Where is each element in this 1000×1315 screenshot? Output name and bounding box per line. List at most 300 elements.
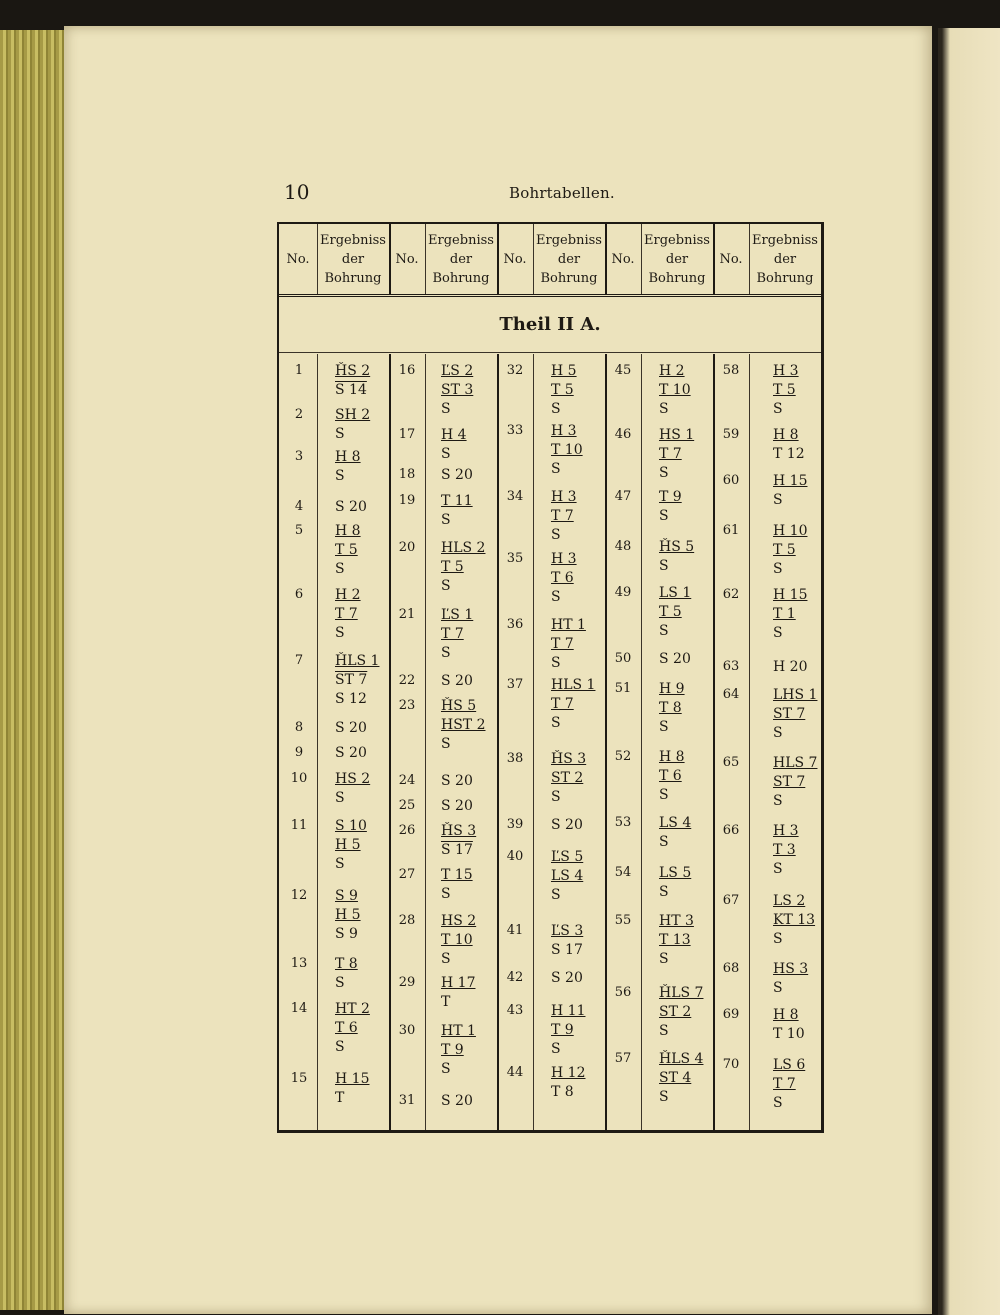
result-line: S bbox=[659, 465, 669, 481]
result-line: S 20 bbox=[441, 673, 473, 689]
entry-result bbox=[551, 550, 577, 607]
entry-number: 23 bbox=[398, 698, 416, 713]
entry-number: 68 bbox=[722, 961, 740, 976]
entry-result bbox=[773, 754, 817, 811]
result-line: H 2 bbox=[659, 363, 685, 379]
result-line: ȞS 3 bbox=[441, 823, 477, 839]
result-line: S bbox=[659, 623, 669, 639]
result-line: LS 1 bbox=[659, 585, 692, 601]
entry-result bbox=[551, 362, 577, 419]
entry-number: 56 bbox=[614, 985, 632, 1000]
result-line: H 12 bbox=[551, 1065, 586, 1081]
result-line: ST 4 bbox=[659, 1070, 692, 1086]
result-line: T 7 bbox=[773, 1076, 796, 1092]
result-line: H 9 bbox=[659, 681, 685, 697]
header-no-1: No. bbox=[286, 251, 310, 267]
entry-number: 7 bbox=[294, 653, 304, 668]
result-line: H 2 bbox=[335, 587, 361, 603]
table-body bbox=[279, 354, 821, 1130]
result-line: S bbox=[659, 884, 669, 900]
result-line: ST 2 bbox=[551, 770, 584, 786]
entry-result bbox=[335, 719, 367, 738]
entry-result bbox=[659, 426, 694, 483]
result-line: HS 3 bbox=[773, 961, 809, 977]
result-line: S 14 bbox=[335, 382, 367, 398]
result-line: T 9 bbox=[659, 489, 682, 505]
entry-number: 55 bbox=[614, 913, 632, 928]
entry-result bbox=[441, 974, 475, 1012]
result-line: ĽS 2 bbox=[441, 363, 474, 379]
result-line: S bbox=[773, 793, 783, 809]
result-line: S bbox=[773, 625, 783, 641]
header-no-2: No. bbox=[395, 251, 419, 267]
header-no-3: No. bbox=[503, 251, 527, 267]
result-line: T bbox=[335, 1090, 345, 1106]
result-line: S 20 bbox=[659, 651, 691, 667]
result-line: ȞS 5 bbox=[441, 698, 477, 714]
result-line: T 1 bbox=[773, 606, 796, 622]
result-line: H 4 bbox=[441, 427, 467, 443]
entry-result bbox=[335, 406, 370, 444]
result-line: ȞS 5 bbox=[659, 539, 695, 555]
result-line: S 9 bbox=[335, 888, 358, 904]
header-result-1: Ergebniss der Bohrung bbox=[320, 232, 386, 286]
header-no-4: No. bbox=[611, 251, 635, 267]
result-line: T 10 bbox=[659, 382, 691, 398]
entry-result bbox=[441, 466, 473, 485]
entry-result bbox=[441, 697, 486, 754]
result-line: T 7 bbox=[441, 626, 464, 642]
entry-result bbox=[659, 650, 691, 669]
result-line: LS 6 bbox=[773, 1057, 806, 1073]
result-line: S bbox=[551, 715, 561, 731]
entry-number: 58 bbox=[722, 363, 740, 378]
result-line: S bbox=[441, 1061, 451, 1077]
result-line: T 10 bbox=[773, 1026, 805, 1042]
result-line: S bbox=[659, 508, 669, 524]
entry-result bbox=[659, 538, 694, 576]
result-line: ȞLS 7 bbox=[659, 985, 704, 1001]
entry-number: 32 bbox=[506, 363, 524, 378]
entry-number: 33 bbox=[506, 423, 524, 438]
result-line: S bbox=[551, 1041, 561, 1057]
entry-result bbox=[659, 1050, 703, 1107]
entry-result bbox=[441, 606, 473, 663]
result-line: HLS 2 bbox=[441, 540, 486, 556]
entry-result bbox=[773, 686, 817, 743]
result-line: T 7 bbox=[335, 606, 358, 622]
result-line: HLS 7 bbox=[773, 755, 818, 771]
entry-result bbox=[551, 422, 583, 479]
entry-number: 52 bbox=[614, 749, 632, 764]
entry-result bbox=[551, 1064, 585, 1102]
result-line: ȞS 2 bbox=[335, 363, 371, 379]
result-line: T 8 bbox=[659, 700, 682, 716]
result-line: ST 7 bbox=[335, 672, 368, 688]
result-line: T 7 bbox=[659, 446, 682, 462]
entry-number: 8 bbox=[294, 720, 304, 735]
entry-number: 4 bbox=[294, 499, 304, 514]
result-line: T 8 bbox=[335, 956, 358, 972]
entry-number: 18 bbox=[398, 467, 416, 482]
result-line: HT 1 bbox=[551, 617, 586, 633]
result-line: T 9 bbox=[441, 1042, 464, 1058]
result-line: T 11 bbox=[441, 493, 473, 509]
result-line: T 5 bbox=[773, 542, 796, 558]
entry-result bbox=[441, 1022, 476, 1079]
entry-number: 22 bbox=[398, 673, 416, 688]
result-line: S 20 bbox=[441, 1093, 473, 1109]
result-line: S 20 bbox=[335, 745, 367, 761]
entry-number: 29 bbox=[398, 975, 416, 990]
result-line: H 5 bbox=[551, 363, 577, 379]
entry-result bbox=[441, 772, 473, 791]
result-line: S 12 bbox=[335, 691, 367, 707]
result-line: ĽS 5 bbox=[551, 849, 584, 865]
result-line: H 8 bbox=[335, 523, 361, 539]
result-line: ȞLS 4 bbox=[659, 1051, 704, 1067]
entry-result bbox=[659, 912, 694, 969]
result-line: S bbox=[659, 401, 669, 417]
result-line: S bbox=[335, 426, 345, 442]
result-line: ȞLS 1 bbox=[335, 653, 380, 669]
result-line: S bbox=[441, 886, 451, 902]
entry-number: 21 bbox=[398, 607, 416, 622]
result-line: H 3 bbox=[773, 823, 799, 839]
result-line: H 10 bbox=[773, 523, 808, 539]
entry-number: 5 bbox=[294, 523, 304, 538]
result-line: S bbox=[659, 951, 669, 967]
result-line: S bbox=[441, 512, 451, 528]
result-line: S bbox=[659, 719, 669, 735]
result-line: SH 2 bbox=[335, 407, 371, 423]
result-line: HT 3 bbox=[659, 913, 694, 929]
entry-number: 28 bbox=[398, 913, 416, 928]
entry-result bbox=[773, 960, 808, 998]
entry-result bbox=[773, 1006, 805, 1044]
entry-number: 43 bbox=[506, 1003, 524, 1018]
result-line: S bbox=[441, 736, 451, 752]
header-result-5: Ergebniss der Bohrung bbox=[752, 232, 818, 286]
result-line: S bbox=[551, 887, 561, 903]
entry-number: 37 bbox=[506, 677, 524, 692]
result-line: S bbox=[441, 645, 451, 661]
entry-number: 65 bbox=[722, 755, 740, 770]
result-line: S bbox=[659, 1089, 669, 1105]
entry-result bbox=[335, 744, 367, 763]
header-result-3: Ergebniss der Bohrung bbox=[536, 232, 602, 286]
result-line: S 20 bbox=[335, 720, 367, 736]
header-result-2: Ergebniss der Bohrung bbox=[428, 232, 494, 286]
entry-number: 20 bbox=[398, 540, 416, 555]
result-line: T 12 bbox=[773, 446, 805, 462]
result-line: H 3 bbox=[551, 489, 577, 505]
result-line: T 13 bbox=[659, 932, 691, 948]
entry-number: 27 bbox=[398, 867, 416, 882]
entry-number: 36 bbox=[506, 617, 524, 632]
result-line: S 20 bbox=[335, 499, 367, 515]
header-result-4: Ergebniss der Bohrung bbox=[644, 232, 710, 286]
facing-page bbox=[938, 28, 1000, 1315]
result-line: H 15 bbox=[773, 473, 808, 489]
entry-result bbox=[773, 822, 799, 879]
result-line: ȞS 3 bbox=[551, 751, 587, 767]
result-line: T 7 bbox=[551, 696, 574, 712]
result-line: S bbox=[773, 980, 783, 996]
entry-result bbox=[335, 586, 361, 643]
entry-result bbox=[659, 748, 685, 805]
entry-result bbox=[773, 892, 815, 949]
result-line: H 11 bbox=[551, 1003, 586, 1019]
entry-number: 3 bbox=[294, 449, 304, 464]
part-title: Theil II A. bbox=[499, 314, 601, 335]
entry-result bbox=[335, 817, 367, 874]
result-line: H 8 bbox=[335, 449, 361, 465]
result-line: T 6 bbox=[551, 570, 574, 586]
result-line: S 20 bbox=[551, 970, 583, 986]
result-line: ST 7 bbox=[773, 774, 806, 790]
result-line: S bbox=[773, 1095, 783, 1111]
entry-number: 59 bbox=[722, 427, 740, 442]
result-line: S bbox=[551, 401, 561, 417]
result-line: T 9 bbox=[551, 1022, 574, 1038]
result-line: T 5 bbox=[659, 604, 682, 620]
entry-result bbox=[773, 426, 805, 464]
entry-result bbox=[551, 488, 577, 545]
result-line: S bbox=[773, 561, 783, 577]
entry-result bbox=[773, 658, 807, 677]
result-line: S bbox=[551, 589, 561, 605]
result-line: ST 7 bbox=[773, 706, 806, 722]
entry-number: 62 bbox=[722, 587, 740, 602]
result-line: S bbox=[773, 401, 783, 417]
entry-number: 6 bbox=[294, 587, 304, 602]
result-line: HS 1 bbox=[659, 427, 695, 443]
result-line: H 8 bbox=[659, 749, 685, 765]
result-line: H 20 bbox=[773, 659, 808, 675]
result-line: HS 2 bbox=[335, 771, 371, 787]
entry-result bbox=[335, 770, 370, 808]
entry-result bbox=[335, 522, 361, 579]
boring-table bbox=[277, 222, 824, 1133]
entry-number: 44 bbox=[506, 1065, 524, 1080]
entry-number: 11 bbox=[290, 818, 308, 833]
result-line: S bbox=[773, 725, 783, 741]
entry-number: 40 bbox=[506, 849, 524, 864]
entry-result bbox=[441, 426, 467, 464]
page-number: 10 bbox=[284, 180, 310, 204]
result-line: S bbox=[441, 951, 451, 967]
entry-result bbox=[659, 362, 691, 419]
entry-number: 9 bbox=[294, 745, 304, 760]
entry-result bbox=[551, 616, 586, 673]
result-line: S 17 bbox=[441, 842, 473, 858]
result-line: S bbox=[551, 527, 561, 543]
result-line: S bbox=[773, 492, 783, 508]
result-line: S bbox=[441, 578, 451, 594]
result-line: ST 3 bbox=[441, 382, 474, 398]
entry-number: 45 bbox=[614, 363, 632, 378]
result-line: KT 13 bbox=[773, 912, 816, 928]
table-header bbox=[279, 224, 821, 297]
entry-result bbox=[659, 984, 703, 1041]
entry-result bbox=[335, 362, 370, 400]
entry-number: 34 bbox=[506, 489, 524, 504]
entry-number: 51 bbox=[614, 681, 632, 696]
entry-number: 2 bbox=[294, 407, 304, 422]
entry-result bbox=[441, 822, 476, 860]
result-line: S bbox=[659, 558, 669, 574]
result-line: H 8 bbox=[773, 1007, 799, 1023]
result-line: S 20 bbox=[551, 817, 583, 833]
entry-result bbox=[551, 676, 595, 733]
result-line: HS 2 bbox=[441, 913, 477, 929]
entry-number: 41 bbox=[506, 923, 524, 938]
result-line: T 6 bbox=[659, 768, 682, 784]
entry-result bbox=[773, 586, 807, 643]
result-line: S 20 bbox=[441, 467, 473, 483]
result-line: S 17 bbox=[551, 942, 583, 958]
result-line: S bbox=[335, 468, 345, 484]
result-line: HT 1 bbox=[441, 1023, 476, 1039]
result-line: T 10 bbox=[441, 932, 473, 948]
entry-number: 10 bbox=[290, 771, 308, 786]
entry-result bbox=[335, 887, 361, 944]
result-line: T 10 bbox=[551, 442, 583, 458]
entry-result bbox=[773, 1056, 805, 1113]
entry-result bbox=[441, 539, 485, 596]
result-line: S bbox=[551, 461, 561, 477]
entry-number: 26 bbox=[398, 823, 416, 838]
entry-number: 14 bbox=[290, 1001, 308, 1016]
entry-result bbox=[335, 448, 361, 486]
entry-result bbox=[441, 797, 473, 816]
entry-number: 17 bbox=[398, 427, 416, 442]
result-line: H 15 bbox=[773, 587, 808, 603]
result-line: LS 4 bbox=[659, 815, 692, 831]
result-line: S bbox=[773, 931, 783, 947]
entry-result bbox=[441, 912, 476, 969]
entry-number: 63 bbox=[722, 659, 740, 674]
result-line: LHS 1 bbox=[773, 687, 818, 703]
result-line: T 15 bbox=[441, 867, 473, 883]
header-no-5: No. bbox=[719, 251, 743, 267]
entry-result bbox=[551, 922, 583, 960]
entry-result bbox=[441, 492, 473, 530]
entry-number: 24 bbox=[398, 773, 416, 788]
result-line: LS 2 bbox=[773, 893, 806, 909]
result-line: S bbox=[335, 856, 345, 872]
entry-number: 53 bbox=[614, 815, 632, 830]
running-title: Bohrtabellen. bbox=[509, 184, 615, 202]
entry-result bbox=[335, 652, 379, 709]
result-line: ĽS 1 bbox=[441, 607, 474, 623]
result-line: H 5 bbox=[335, 837, 361, 853]
entry-number: 1 bbox=[294, 363, 304, 378]
result-line: T bbox=[441, 994, 451, 1010]
entry-result bbox=[335, 955, 358, 993]
result-line: H 3 bbox=[551, 423, 577, 439]
result-line: LS 4 bbox=[551, 868, 584, 884]
entry-number: 50 bbox=[614, 651, 632, 666]
entry-result bbox=[659, 814, 691, 852]
entry-number: 48 bbox=[614, 539, 632, 554]
entry-number: 66 bbox=[722, 823, 740, 838]
entry-result bbox=[441, 362, 473, 419]
entry-number: 12 bbox=[290, 888, 308, 903]
entry-result bbox=[551, 969, 583, 988]
entry-number: 49 bbox=[614, 585, 632, 600]
entry-number: 15 bbox=[290, 1071, 308, 1086]
result-line: H 17 bbox=[441, 975, 476, 991]
entry-number: 61 bbox=[722, 523, 740, 538]
result-line: T 3 bbox=[773, 842, 796, 858]
result-line: HST 2 bbox=[441, 717, 486, 733]
result-line: H 3 bbox=[773, 363, 799, 379]
result-line: HLS 1 bbox=[551, 677, 596, 693]
entry-number: 16 bbox=[398, 363, 416, 378]
result-line: S 20 bbox=[441, 773, 473, 789]
entry-number: 31 bbox=[398, 1093, 416, 1108]
entry-number: 64 bbox=[722, 687, 740, 702]
result-line: S bbox=[773, 861, 783, 877]
result-line: S 10 bbox=[335, 818, 367, 834]
result-line: T 6 bbox=[335, 1020, 358, 1036]
result-line: S bbox=[335, 975, 345, 991]
result-line: HT 2 bbox=[335, 1001, 370, 1017]
result-line: S bbox=[659, 1023, 669, 1039]
result-line: S 9 bbox=[335, 926, 358, 942]
result-line: T 8 bbox=[551, 1084, 574, 1100]
entry-number: 30 bbox=[398, 1023, 416, 1038]
entry-result bbox=[551, 848, 583, 905]
entry-number: 38 bbox=[506, 751, 524, 766]
result-line: S bbox=[441, 401, 451, 417]
entry-result bbox=[659, 680, 685, 737]
result-line: ĽS 3 bbox=[551, 923, 584, 939]
entry-result bbox=[659, 584, 691, 641]
entry-result bbox=[773, 522, 807, 579]
entry-number: 57 bbox=[614, 1051, 632, 1066]
entry-result bbox=[773, 362, 799, 419]
book-page bbox=[64, 26, 932, 1314]
entry-result bbox=[335, 498, 367, 517]
entry-number: 47 bbox=[614, 489, 632, 504]
result-line: T 7 bbox=[551, 636, 574, 652]
entry-result bbox=[441, 866, 473, 904]
entry-number: 67 bbox=[722, 893, 740, 908]
result-line: H 3 bbox=[551, 551, 577, 567]
entry-number: 35 bbox=[506, 551, 524, 566]
result-line: S bbox=[659, 787, 669, 803]
result-line: H 8 bbox=[773, 427, 799, 443]
entry-number: 60 bbox=[722, 473, 740, 488]
result-line: H 15 bbox=[335, 1071, 370, 1087]
entry-number: 25 bbox=[398, 798, 416, 813]
entry-number: 46 bbox=[614, 427, 632, 442]
entry-result bbox=[335, 1000, 370, 1057]
result-line: LS 5 bbox=[659, 865, 692, 881]
entry-number: 69 bbox=[722, 1007, 740, 1022]
result-line: T 5 bbox=[335, 542, 358, 558]
result-line: T 5 bbox=[773, 382, 796, 398]
entry-number: 70 bbox=[722, 1057, 740, 1072]
result-line: S bbox=[335, 625, 345, 641]
entry-number: 42 bbox=[506, 970, 524, 985]
entry-result bbox=[441, 672, 473, 691]
result-line: S bbox=[335, 561, 345, 577]
entry-number: 13 bbox=[290, 956, 308, 971]
